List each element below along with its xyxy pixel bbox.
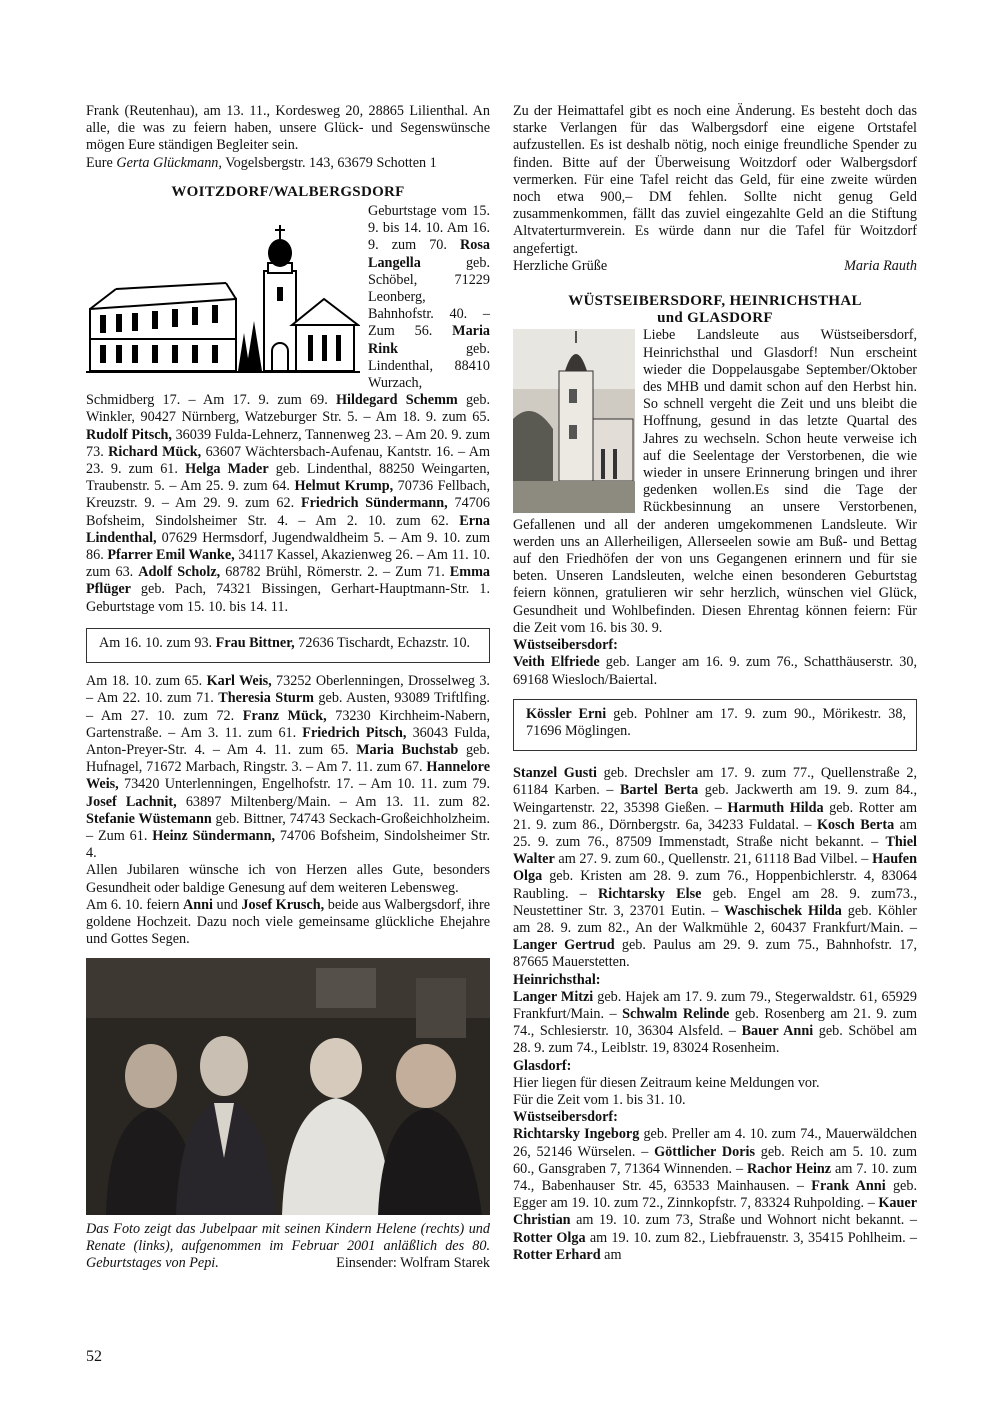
golden-wedding: Am 6. 10. feiern Anni und Josef Krusch, beide aus Walbergsdorf, ihre goldene Hochzeit. Dazu noch viele gemeinsame glückliche Ehejahre und Gottes Segen. xyxy=(86,896,490,948)
greeting-line: Herzliche Grüße Maria Rauth xyxy=(513,257,917,274)
highlight-box-bittner: Am 16. 10. zum 93. Frau Bittner, 72636 Tischardt, Echazstr. 10. xyxy=(86,628,490,663)
church-drawing xyxy=(86,205,360,383)
entry-veith: Veith Elfriede geb. Langer am 16. 9. zum 76., Schatthäuserstr. 30, 69168 Wiesloch/Baiertal. xyxy=(513,654,918,688)
signature-line: Eure Gerta Glückmann, Vogelsbergstr. 143, 63679 Schotten 1 xyxy=(86,154,437,171)
subheading-wuestseibersdorf-2: Wüstseibersdorf: xyxy=(513,1109,618,1126)
greeting-signature: Maria Rauth xyxy=(844,257,917,274)
section-heading-wuestseibersdorf: WÜSTSEIBERSDORF, HEINRICHSTHAL xyxy=(568,293,862,310)
right-column xyxy=(513,103,917,1264)
birthdays-sep-oct: Geburtstage vom 15. 9. bis 14. 10. Am 16. 9. zum 70. Rosa Langella geb. Schöbel, 71229 Leonberg, Bahnhofstr. 40. – Zum 56. Maria Rink geb. Lindenthal, 88410 Wurzach, Schmidberg 17. – Am 17. 9. zum 69. Hildegard Schemm geb. Winkler, 90427 Nürnberg, Watzeburger Str. 5. – Am 18. 9. zum 65. Rudolf Pitsch, 36039 Fulda-Lehnerz, Tannenweg 23. – Am 20. 9. zum 73. Richard Mück, 63607 Wächtersbach-Aufenau, Kantstr. 16. – Am 23. 9. zum 61. Helga Mader geb. Lindenthal, 88250 Weingarten, Traubenstr. 5. – Am 25. 9. zum 64. Helmut Krump, 70736 Fellbach, Kreuzstr. 9. – Am 29. 9. zum 62. Friedrich Sündermann, 74706 Bofsheim, Sindolsheimer Str. 4. – Am 2. 10. zum 62. Erna Lindenthal, 07629 Hermsdorf, Jugendwaldheim 5. – Am 9. 10. zum 86. Pfarrer Emil Wanke, 34117 Kassel, Akazienweg 26. – Am 11. 10. zum 63. Adolf Scholz, 68782 Brühl, Römerstr. 2. – Zum 71. Emma Pflüger geb. Pach, 74321 Bissingen, Gerhart-Hauptmann-Str. 1. Geburtstage vom 15. 10. bis 14. 11. xyxy=(86,203,491,615)
section-heading-woitzdorf: WOITZDORF/WALBERGSDORF xyxy=(171,183,405,200)
glasdorf-note: Hier liegen für diesen Zeitraum keine Meldungen vor. xyxy=(513,1074,820,1091)
heimattafel-paragraph: Zu der Heimattafel gibt es noch eine Änderung. Es besteht doch das starke Verlangen für das Walbergsdorf eine eigene Ortstafel aufzustellen. Es ist deshalb nötig, noch einige freundliche Spender zu finden. Bitte auf der Überweisung Woitzdorf oder Walbergsdorf vermerken. Für eine Tafel reicht das Geld, für eine zweite würden noch etwa 900,– DM fehlen. Sollte nicht genug Geld zusammenkommen, fällt das zuviel eingezahlte Geld an die Stiftung Altvaterturmverein. Es würde dann nur die Tafel für Woitzdorf angefertigt. xyxy=(513,103,917,257)
church-photo-svg xyxy=(513,329,635,513)
page-number: 52 xyxy=(86,1348,102,1365)
left-column xyxy=(86,103,490,1272)
highlight-box-koessler: Kössler Erni geb. Pohlner am 17. 9. zum 90., Mörikestr. 38, 71696 Möglingen. xyxy=(513,699,917,751)
family-photo xyxy=(86,958,490,1215)
period-october: Für die Zeit vom 1. bis 31. 10. xyxy=(513,1091,686,1108)
list-wuestseibersdorf-oct: Richtarsky Ingeborg geb. Preller am 4. 10. zum 74., Mauerwäldchen 26, 52146 Würselen. – Göttlicher Doris geb. Reich am 5. 10. zum 60., Gansgraben 7, 71364 Winnenden. – Rachor Heinz am 7. 10. zum 74., Babenhauser Str. 45, 63533 Mainhausen. – Frank Anni geb. Egger am 19. 10. zum 72., Zinnkopfstr. 7, 83324 Ruhpolding. – Kauer Christian am 19. 10. zum 73, Straße und Wohnort nicht bekannt. – Rotter Olga am 19. 10. zum 82., Liebfrauenstr. 3, 35415 Pohlheim. – Rotter Erhard am xyxy=(513,1126,918,1263)
intro-paragraph: Frank (Reutenhau), am 13. 11., Kordesweg 20, 28865 Lilienthal. An alle, die was zu feiern haben, unsere Glück- und Segenswünsche mögen Eure ständigen Begleiter sein. xyxy=(86,103,490,154)
photo-caption: Das Foto zeigt das Jubelpaar mit seinen Kindern Helene (rechts) und Renate (links), aufgenommen im Februar 2001 anläßlich des 80. Geburtstages von Pepi. Einsender: Wolfram Starek xyxy=(86,1221,490,1272)
list-wuestseibersdorf-sep: Stanzel Gusti geb. Drechsler am 17. 9. zum 77., Quellenstraße 2, 61184 Karben. – Bartel Berta geb. Jackwerth am 19. 9. zum 84., Weingartenstr. 22, 35398 Gießen. – Harmuth Hilda geb. Rotter am 21. 9. zum 86., Dörnbergstr. 6a, 34233 Fuldatal. – Kosch Berta am 25. 9. zum 76., 87509 Immenstadt, Straße nicht bekannt. – Thiel Walter am 27. 9. zum 60., Quellenstr. 21, 61118 Bad Vilbel. – Haufen Olga geb. Kristen am 28. 9. zum 76., Hoppenbichlerstr. 4, 83064 Raubling. – Richtarsky Else geb. Engel am 28. 9. zum73., Neustettiner Str. 3, 23701 Eutin. – Waschischek Hilda geb. Köhler am 28. 9. zum 82., An der Walkmühle 2, 60437 Frankfurt/Main. – Langer Gertrud geb. Paulus am 29. 9. zum 75., Bahnhofstr. 17, 87665 Mauerstetten. xyxy=(513,765,918,971)
section-heading-glasdorf: und GLASDORF xyxy=(657,310,773,327)
greeting-paragraph: Liebe Landsleute aus Wüstseibersdorf, Heinrichsthal und Glasdorf! Nun erscheint wieder die Doppelausgabe September/Oktober des MHB und damit schon auf den Herbst hin. So schnell vergeht die Zeit und uns bleibt die Hoffnung, gesund in das letzte Quartal des Jahres zu wechseln. Schon heute verweise ich auf die Seelentage der Verstorbenen, die wie wieder in unsere Erinnerung bringen und ihrer gedenken wollen.Es sind die Tage der Rückbesinnung an unsere Verstorbenen, Gefallenen und all der anderen umgekommenen Landsleute. Wir werden uns an Allerheiligen, Allerseelen sowie am Buß- und Bettag auf den Friedhöfen der von uns Gegangenen erinnern und für sie beten. Unseren Landsleuten, welche einen besonderen Geburtstag feiern können, gratulieren wir sehr herzlich, wünschen viel Glück, Gesundheit und Wohlbefinden. Diesen Ehrentag können feiern: Für die Zeit vom 16. bis 30. 9. xyxy=(513,327,917,636)
list-heinrichsthal: Langer Mitzi geb. Hajek am 17. 9. zum 79., Stegerwaldstr. 61, 65929 Frankfurt/Main. – Schwalm Relinde geb. Rosenberg am 21. 9. zum 74., Schlesierstr. 10, 36304 Alsfeld. – Bauer Anni geb. Schöbel am 28. 9. zum 74., Leiblstr. 19, 83024 Rosenheim. xyxy=(513,988,917,1057)
birthdays-oct-nov: Am 18. 10. zum 65. Karl Weis, 73252 Oberlenningen, Drosselweg 3. – Am 22. 10. zum 71. Theresia Sturm geb. Austen, 93089 Triftlfing. – Am 27. 10. zum 72. Franz Mück, 73230 Kirchheim-Nabern, Gartenstraße. – Am 3. 11. zum 61. Friedrich Pitsch, 36043 Fulda, Anton-Preyer-Str. 4. – Am 4. 11. zum 65. Maria Buchstab geb. Hufnagel, 71672 Marbach, Ringstr. 3. – Am 7. 11. zum 67. Hannelore Weis, 73420 Unterlenningen, Engelhofstr. 17. – Am 10. 11. zum 79. Josef Lachnit, 63897 Miltenberg/Main. – Am 13. 11. zum 82. Stefanie Wüstemann geb. Bittner, 74743 Seckach-Großeichholzheim. – Zum 61. Heinz Sündermann, 74706 Bofsheim, Sindolsheimer Str. 4. xyxy=(86,673,491,862)
family-photo-svg xyxy=(86,958,490,1215)
wishes-paragraph: Allen Jubilaren wünsche ich von Herzen alles Gute, besonders Gesundheit oder baldige Genesung auf dem weiteren Lebensweg. xyxy=(86,862,490,896)
subheading-wuestseibersdorf-1: Wüstseibersdorf: xyxy=(513,637,618,654)
subheading-heinrichsthal: Heinrichsthal: xyxy=(513,971,601,988)
photo-sender: Einsender: Wolfram Starek xyxy=(336,1255,490,1272)
subheading-glasdorf: Glasdorf: xyxy=(513,1057,572,1074)
signature-name: Gerta Glückmann, xyxy=(116,154,222,171)
church-photo xyxy=(513,329,635,513)
church-drawing-svg xyxy=(86,205,360,383)
